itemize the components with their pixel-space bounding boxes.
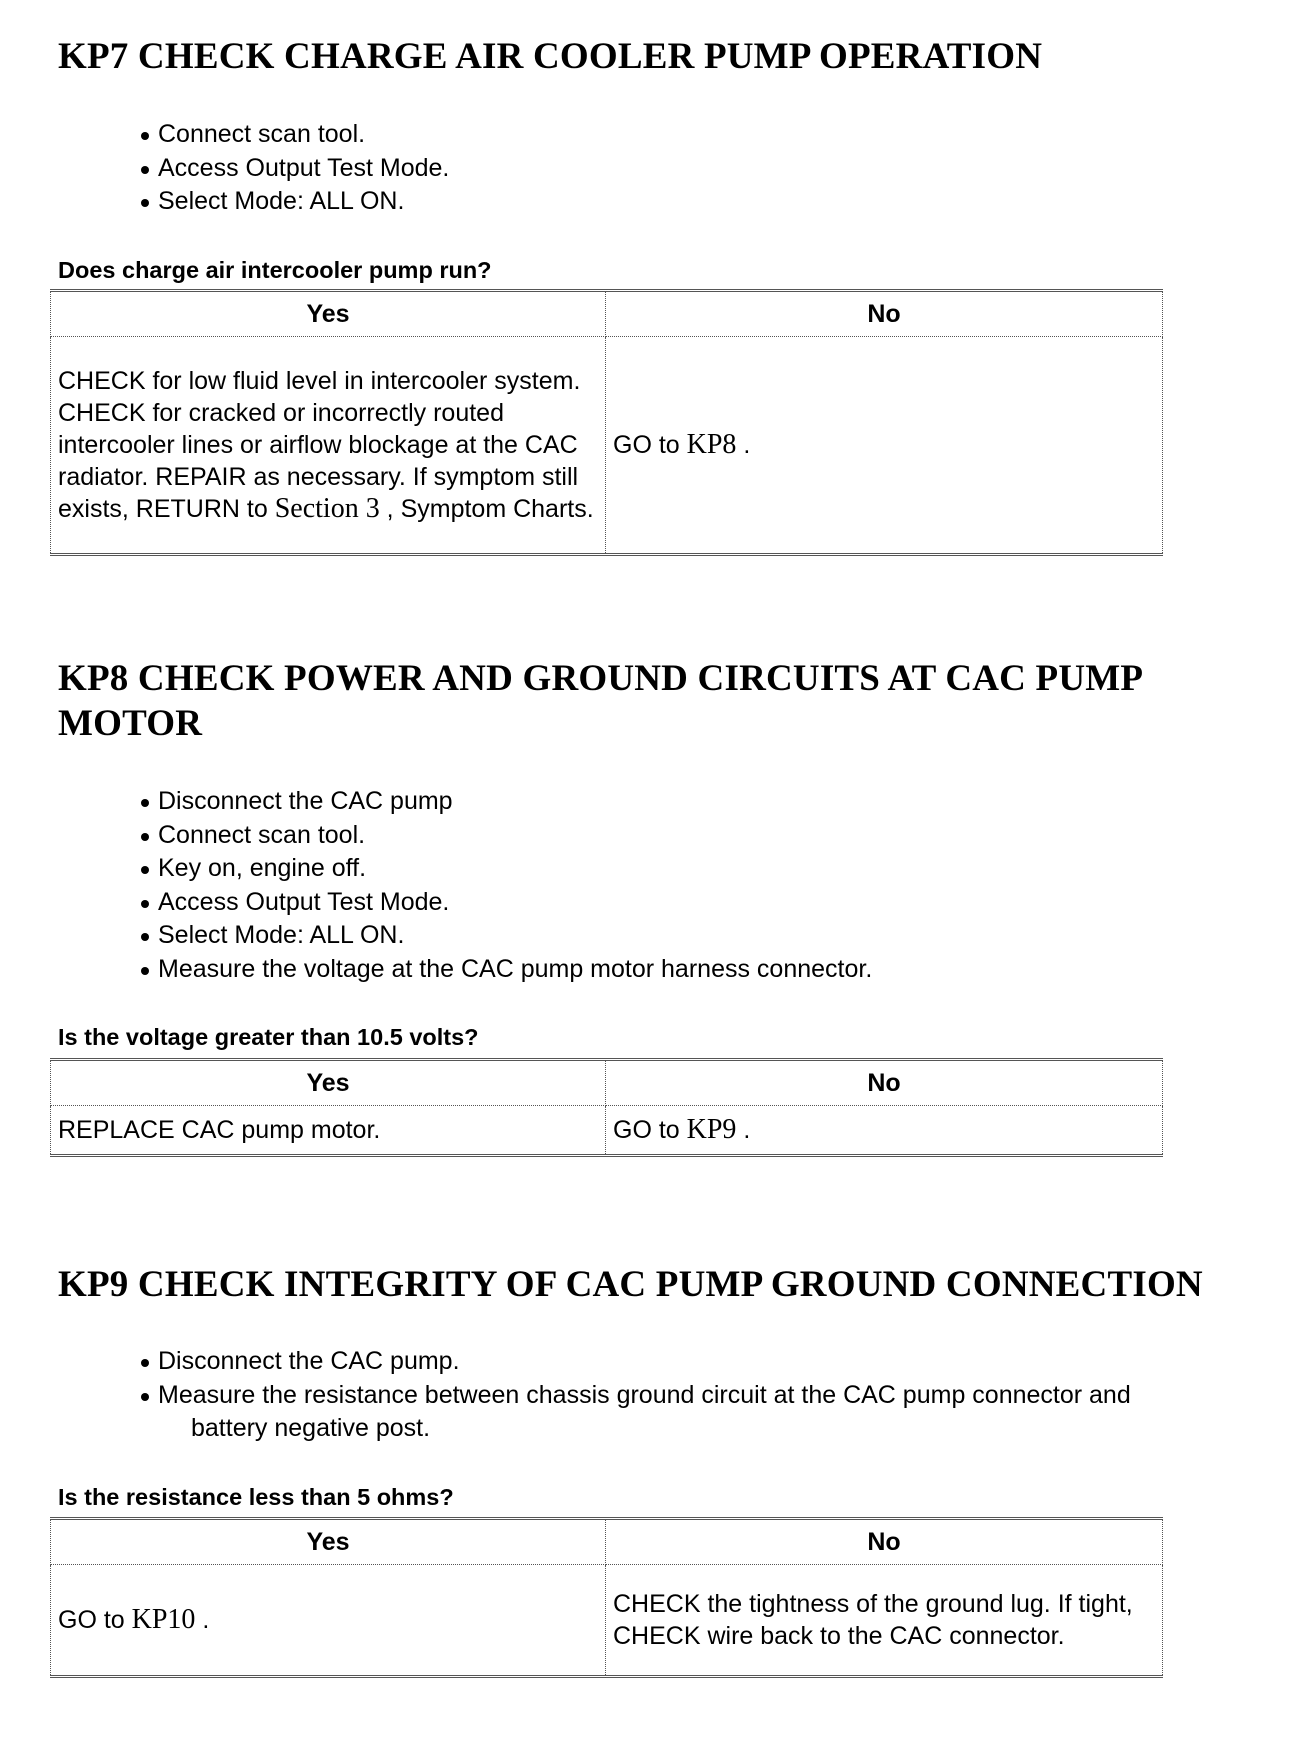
bullet-icon (141, 799, 149, 807)
list-item: Disconnect the CAC pump (140, 785, 872, 819)
list-item: Disconnect the CAC pump. (140, 1345, 1131, 1379)
kp9-heading: KP9 CHECK INTEGRITY OF CAC PUMP GROUND CONNECTION (58, 1264, 1203, 1305)
kp9-answer-table (50, 1517, 1163, 1678)
section-3-link[interactable]: Section 3 (274, 493, 380, 524)
kp9-steps (140, 1345, 1131, 1446)
yes-answer-cell: GO to KP10 . (51, 1565, 606, 1677)
kp7-heading: KP7 CHECK CHARGE AIR COOLER PUMP OPERATION (58, 36, 1043, 77)
kp8-question: Is the voltage greater than 10.5 volts? (58, 1024, 479, 1050)
list-item: Connect scan tool. (140, 118, 449, 152)
list-item: Select Mode: ALL ON. (140, 185, 449, 219)
kp9-question: Is the resistance less than 5 ohms? (58, 1484, 454, 1510)
list-item: Connect scan tool. (140, 819, 872, 853)
bullet-icon (141, 866, 149, 874)
bullet-icon (141, 132, 149, 140)
bullet-icon (141, 833, 149, 841)
bullet-icon (141, 900, 149, 908)
yes-answer-cell: REPLACE CAC pump motor. (51, 1106, 606, 1156)
list-item: Access Output Test Mode. (140, 886, 872, 920)
no-answer-cell: GO to KP9 . (606, 1106, 1163, 1156)
no-column-header: No (606, 1060, 1163, 1106)
list-item: Access Output Test Mode. (140, 152, 449, 186)
kp8-link[interactable]: KP8 (686, 429, 737, 460)
list-item: Key on, engine off. (140, 852, 872, 886)
kp8-heading: KP8 CHECK POWER AND GROUND CIRCUITS AT CAC PUMP MOTOR (58, 658, 1144, 744)
bullet-icon (141, 967, 149, 975)
yes-column-header: Yes (51, 291, 606, 337)
kp10-link[interactable]: KP10 (131, 1604, 196, 1635)
no-column-header: No (606, 1519, 1163, 1565)
kp9-link[interactable]: KP9 (686, 1114, 737, 1145)
no-answer-cell: CHECK the tightness of the ground lug. If tight, CHECK wire back to the CAC connector. (606, 1565, 1163, 1677)
bullet-icon (141, 199, 149, 207)
list-item: Measure the resistance between chassis ground circuit at the CAC pump connector and battery negative post. (140, 1379, 1131, 1446)
bullet-icon (141, 933, 149, 941)
kp7-answer-table (50, 289, 1163, 556)
list-item: Select Mode: ALL ON. (140, 919, 872, 953)
yes-column-header: Yes (51, 1060, 606, 1106)
no-answer-cell: GO to KP8 . (606, 337, 1163, 555)
kp8-steps (140, 785, 872, 986)
kp8-answer-table (50, 1058, 1163, 1157)
yes-answer-cell: CHECK for low fluid level in intercooler system. CHECK for cracked or incorrectly routed intercooler lines or airflow blockage at the CAC radiator. REPAIR as necessary. If symptom still exists, RETURN to Section 3 , Symptom Charts. (51, 337, 606, 555)
bullet-icon (141, 166, 149, 174)
list-item: Measure the voltage at the CAC pump motor harness connector. (140, 953, 872, 987)
bullet-icon (141, 1393, 149, 1401)
yes-column-header: Yes (51, 1519, 606, 1565)
no-column-header: No (606, 291, 1163, 337)
kp7-question: Does charge air intercooler pump run? (58, 257, 492, 283)
kp7-steps (140, 118, 449, 219)
bullet-icon (141, 1359, 149, 1367)
